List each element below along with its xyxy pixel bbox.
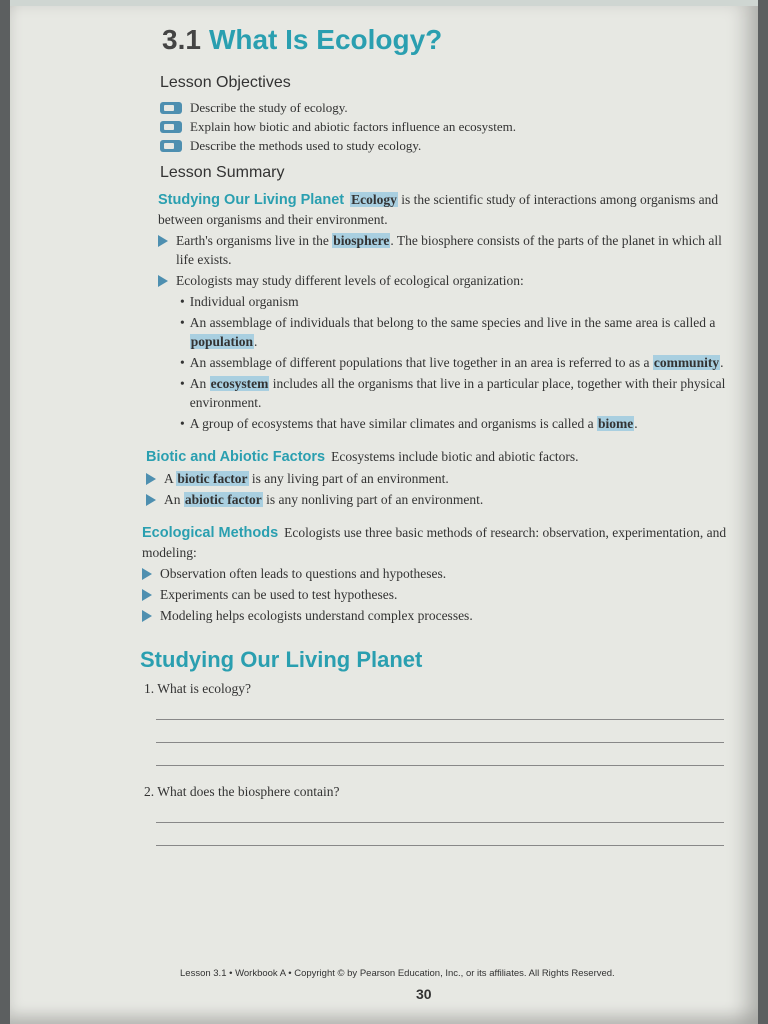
section-1-intro <box>158 190 738 229</box>
term-biosphere: biosphere <box>333 233 390 248</box>
sub-list-item <box>180 374 738 412</box>
lesson-title <box>162 24 738 56</box>
lesson-title-text: What Is Ecology? <box>208 24 443 55</box>
list-item <box>142 564 738 583</box>
sub-list-item <box>180 313 738 351</box>
section-3-subhead: Ecological Methods <box>142 525 279 541</box>
text: Modeling helps ecologists understand complex processes. <box>160 608 473 623</box>
section-1-subhead: Studying Our Living Planet <box>158 192 345 208</box>
arrow-bullet-icon <box>158 275 168 287</box>
arrow-bullet-icon <box>142 568 152 580</box>
term-ecosystem: ecosystem <box>210 376 269 391</box>
term-population: population <box>190 334 254 349</box>
section-1-text: is the scientific study of interactions among organisms and between organisms and their environment. <box>158 192 719 227</box>
question-2: 2. What does the biosphere contain? <box>144 784 340 799</box>
workbook-page <box>10 0 758 1024</box>
text: . <box>720 355 724 370</box>
text: Experiments can be used to test hypotheses. <box>160 587 398 602</box>
list-item <box>146 490 738 509</box>
objective-text: Explain how biotic and abiotic factors influence an ecosystem. <box>190 119 516 134</box>
text: . <box>254 334 258 349</box>
list-item <box>142 585 738 604</box>
term-biome: biome <box>598 416 634 431</box>
dot-bullet-icon: • <box>180 294 185 309</box>
term-biotic-factor: biotic factor <box>177 471 248 486</box>
section-2-text: Ecosystems include biotic and abiotic factors. <box>331 449 579 464</box>
lesson-number: 3.1 <box>162 24 201 55</box>
section-2-subhead: Biotic and Abiotic Factors <box>146 449 326 465</box>
text: Ecologists may study different levels of ecological organization: <box>176 273 524 288</box>
sub-list-item <box>180 414 738 433</box>
objectives-heading: Lesson Objectives <box>160 74 291 91</box>
text: is any living part of an environment. <box>248 471 449 486</box>
page-content <box>138 24 738 846</box>
practice-heading: Studying Our Living Planet <box>140 647 423 672</box>
section-2 <box>138 447 738 509</box>
page-number: 30 <box>416 986 432 1002</box>
answer-line[interactable] <box>156 765 724 766</box>
top-band <box>10 0 758 6</box>
sub-list-item <box>180 353 738 372</box>
text: is any nonliving part of an environment. <box>262 492 484 507</box>
text: An assemblage of individuals that belong to the same species and live in the same area is called a <box>189 315 716 330</box>
dot-bullet-icon: • <box>180 376 185 391</box>
objective-icon <box>160 121 182 133</box>
text: includes all the organisms that live in a particular place, together with their physical environment. <box>189 376 726 410</box>
text: A <box>164 471 177 486</box>
footer-copyright: Lesson 3.1 • Workbook A • Copyright © by Pearson Education, Inc., or its affiliates. All Rights Reserved. <box>180 968 615 979</box>
section-3 <box>138 523 738 625</box>
text: Earth's organisms live in the <box>176 233 333 248</box>
section-3-intro <box>142 523 738 562</box>
term-abiotic-factor: abiotic factor <box>184 492 262 507</box>
list-item <box>158 231 738 269</box>
objective-item <box>160 138 738 154</box>
term-ecology: Ecology <box>351 192 397 207</box>
arrow-bullet-icon <box>146 494 156 506</box>
objective-icon <box>160 102 182 114</box>
text: Individual organism <box>189 294 299 309</box>
term-community: community <box>653 355 720 370</box>
list-item <box>158 271 738 290</box>
arrow-bullet-icon <box>146 473 156 485</box>
section-3-text: Ecologists use three basic methods of research: observation, experimentation, and modeling: <box>142 525 727 560</box>
arrow-bullet-icon <box>142 610 152 622</box>
dot-bullet-icon: • <box>180 416 185 431</box>
list-item <box>146 469 738 488</box>
text: A group of ecosystems that have similar climates and organisms is called a <box>189 416 598 431</box>
objective-text: Describe the study of ecology. <box>190 100 348 115</box>
arrow-bullet-icon <box>142 589 152 601</box>
text: . The biosphere consists of the parts of the planet in which all life exists. <box>176 233 722 267</box>
objective-text: Describe the methods used to study ecology. <box>190 138 422 153</box>
arrow-bullet-icon <box>158 235 168 247</box>
objective-item <box>160 100 738 116</box>
section-2-intro <box>146 447 738 467</box>
question-1: 1. What is ecology? <box>144 681 251 696</box>
text: An <box>189 376 210 391</box>
text: An <box>164 492 184 507</box>
text: Observation often leads to questions and hypotheses. <box>160 566 447 581</box>
objectives-list <box>160 100 738 154</box>
answer-line[interactable] <box>156 719 724 720</box>
text: . <box>634 416 638 431</box>
answer-line[interactable] <box>156 845 724 846</box>
dot-bullet-icon: • <box>180 315 185 330</box>
list-item <box>142 606 738 625</box>
answer-line[interactable] <box>156 822 724 823</box>
objective-icon <box>160 140 182 152</box>
dot-bullet-icon: • <box>180 355 185 370</box>
sub-list-item <box>180 292 738 311</box>
objective-item <box>160 119 738 135</box>
text: An assemblage of different populations that live together in an area is referred to as a <box>189 355 653 370</box>
answer-line[interactable] <box>156 742 724 743</box>
summary-heading: Lesson Summary <box>160 164 285 181</box>
